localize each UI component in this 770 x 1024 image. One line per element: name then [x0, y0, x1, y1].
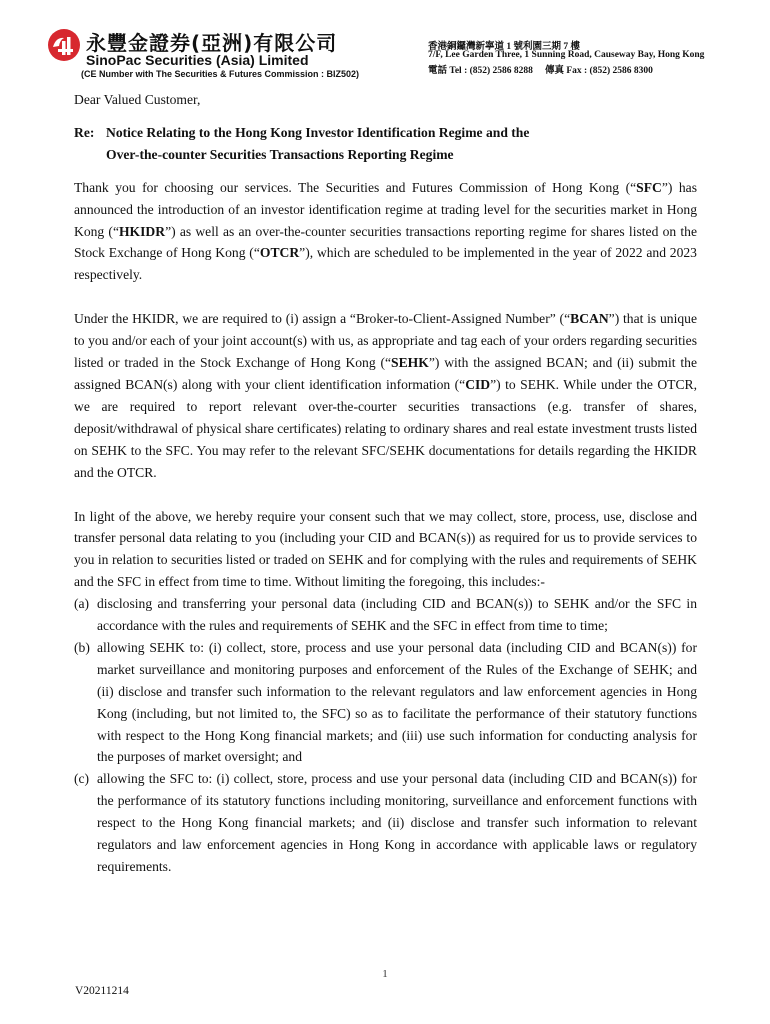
paragraph-consent: In light of the above, we hereby require your consent such that we may collect, store, process, use, disclose and transfer personal data relating to you (including your CID and BCAN(s)) as required for us to provide services to you in relation to securities listed or traded on SEHK and for complying with the rules and requirements of SEHK and the SFC in effect from time to time. Without limiting the foregoing, this includes:-: [74, 508, 697, 590]
term-hkidr: HKIDR: [118, 223, 166, 239]
subject-line-1: Notice Relating to the Hong Kong Investor Identification Regime and the: [106, 124, 530, 140]
company-name-english: SinoPac Securities (Asia) Limited: [86, 52, 309, 68]
term-sehk: SEHK: [391, 355, 429, 371]
document-version: V20211214: [75, 985, 129, 997]
term-bcan: BCAN: [570, 311, 609, 327]
contact-numbers: [428, 62, 653, 76]
list-item-text: allowing the SFC to: (i) collect, store, process and use your personal data (including CID and BCAN(s)) for the performance of its statutory functions including monitoring, surveillance and enforcement functions with respect to the Hong Kong financial markets; and (ii) disclose and transfer such information to relevant regulators and law enforcement agencies in Hong Kong in accordance with applicable laws or regulatory requirements.: [97, 771, 697, 874]
list-item-text: allowing SEHK to: (i) collect, store, process and use your personal data (including CID and BCAN(s)) for market surveillance and monitoring purposes and enforcement of the Rules of the Exchange of SEHK; and (ii) disclose and transfer such information to the relevant regulators and law enforcement agencies in Hong Kong (including, but not limited to, the SFC) so as to facilitate the performance of their statutory functions with respect to the Hong Kong financial markets; and (iii) use such information for conducting analysis for the purposes of market oversight; and: [97, 639, 697, 765]
sinopac-logo-icon: [47, 28, 81, 62]
list-item: [74, 637, 697, 768]
list-item-label: (a): [74, 596, 90, 612]
term-sfc: SFC: [636, 179, 662, 195]
greeting: Dear Valued Customer,: [74, 92, 201, 107]
subject-line-2: Over-the-counter Securities Transactions Reporting Regime: [106, 146, 454, 162]
term-otcr: OTCR: [259, 245, 300, 261]
list-item-label: (c): [74, 771, 90, 787]
list-item-text: disclosing and transferring your personal data (including CID and BCAN(s)) to SEHK and/or the SFC in accordance with the rules and requirements of SEHK and the SFC in effect from time to time;: [97, 596, 697, 634]
term-cid: CID: [465, 376, 491, 392]
paragraph-hkidr-requirements: Under the HKIDR, we are required to (i) assign a “Broker-to-Client-Assigned Number” (“BCAN”) that is unique to you and/or each of your joint account(s) with us, as appropriate and tag each of your orders regarding securities listed or traded in the Stock Exchange of Hong Kong (“SEHK”) with the assigned BCAN; and (ii) submit the assigned BCAN(s) along with your client identification information (“CID”) to SEHK. While under the OTCR, we are required to report relevant over-the-courter securities transactions (e.g. transfer of shares, deposit/withdrawal of physical share certificates) relating to ordinary shares and real estate investment trusts listed on SEHK to the SFC. You may refer to the relevant SFC/SEHK documentations for details regarding the HKIDR and the OTCR.: [74, 311, 698, 480]
ce-number: (CE Number with The Securities & Futures Commission : BIZ502): [81, 69, 360, 79]
list-item: [74, 768, 697, 878]
subject-line: [74, 122, 697, 166]
subject-label: Re:: [74, 124, 95, 140]
subject-text: [106, 122, 529, 166]
list-item: [74, 593, 697, 637]
address-english: 7/F, Lee Garden Three, 1 Sunning Road, Causeway Bay, Hong Kong: [428, 50, 705, 60]
address-chinese: 香港銅鑼灣新寧道 1 號利園三期 7 樓: [428, 42, 581, 52]
page-number: 1: [382, 968, 388, 980]
telephone-number: 電話 Tel : (852) 2586 8288: [428, 66, 533, 76]
list-item-label: (b): [74, 639, 90, 655]
letter-body: [74, 89, 697, 878]
fax-number: 傳真 Fax : (852) 2586 8300: [544, 66, 653, 76]
company-name-chinese: 永豐金證券(亞洲)有限公司: [86, 31, 338, 55]
paragraph-introduction: Thank you for choosing our services. The Securities and Futures Commission of Hong Kong (“SFC”) has announced the introduction of an investor identification regime at trading level for the securities market in Hong Kong (“HKIDR”) as well as an over-the-counter securities transactions reporting regime for shares listed on the Stock Exchange of Hong Kong (“OTCR”), which are scheduled to be implemented in the year of 2022 and 2023 respectively.: [74, 179, 697, 283]
